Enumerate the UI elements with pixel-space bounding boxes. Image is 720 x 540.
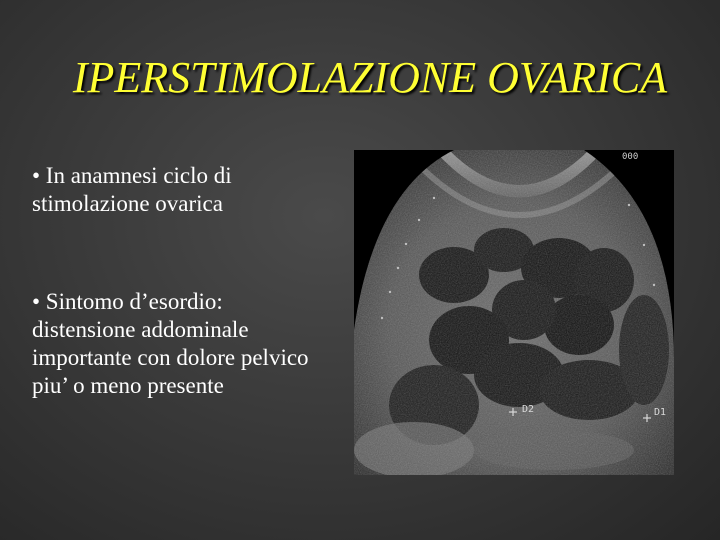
bullet-list	[32, 162, 322, 400]
bullet-item-anamnesis: • In anamnesi ciclo di stimolazione ovarica	[32, 163, 232, 216]
ultrasound-image	[354, 150, 674, 475]
counter-label: 000	[622, 152, 639, 162]
marker-d2-label: D2	[522, 404, 535, 415]
slide-title: IPERSTIMOLAZIONE OVARICA	[72, 53, 668, 102]
bullet-item-symptom: • Sintomo d’esordio: distensione addominale importante con dolore pelvico piu’ o meno presente	[32, 289, 309, 398]
marker-d1-label: D1	[654, 407, 667, 418]
ultrasound-scan	[354, 150, 674, 475]
